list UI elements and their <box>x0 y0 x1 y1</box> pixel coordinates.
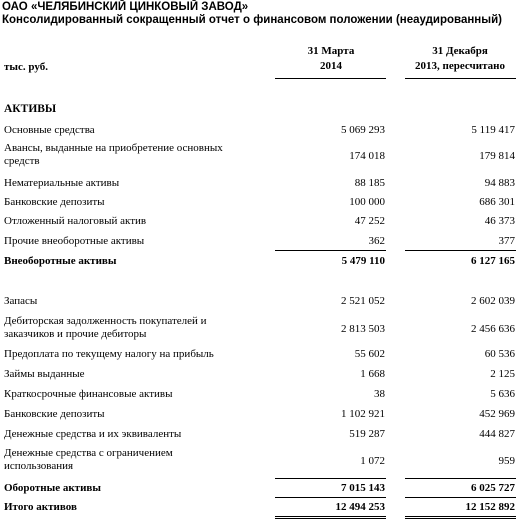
row-label: Дебиторская задолженность покупателей и заказчиков и прочие дебиторы <box>4 315 207 340</box>
row-value-dec-2013: 6 025 727 <box>471 482 515 494</box>
column-header-2-line1: 31 Декабря <box>432 45 488 57</box>
row-value-dec-2013: 46 373 <box>484 215 515 227</box>
row-value-dec-2013: 452 969 <box>479 408 515 420</box>
row-label: Предоплата по текущему налогу на прибыль <box>4 348 214 360</box>
row-label: Оборотные активы <box>4 482 101 494</box>
row-value-mar-2014: 1 102 921 <box>341 408 385 420</box>
row-value-mar-2014: 2 813 503 <box>341 323 385 335</box>
row-label: Денежные средства с ограничением использования <box>4 447 173 472</box>
row-value-mar-2014: 88 185 <box>354 177 385 189</box>
column-header-1 <box>271 44 391 74</box>
row-label: Краткосрочные финансовые активы <box>4 388 173 400</box>
row-value-dec-2013: 60 536 <box>484 348 515 360</box>
section-title-assets: АКТИВЫ <box>4 103 57 115</box>
row-value-mar-2014: 519 287 <box>349 428 385 440</box>
subtotal-rule-3 <box>275 478 386 479</box>
row-value-dec-2013: 686 301 <box>479 196 515 208</box>
total-double-rule-1a <box>275 516 386 517</box>
column-header-2-line2: 2013, пересчитано <box>415 60 505 72</box>
row-value-mar-2014: 5 479 110 <box>341 255 385 267</box>
total-double-rule-1b <box>275 518 386 519</box>
row-value-dec-2013: 2 602 039 <box>471 295 515 307</box>
row-value-dec-2013: 2 456 636 <box>471 323 515 335</box>
row-value-dec-2013: 179 814 <box>479 150 515 162</box>
total-rule-1 <box>275 497 386 498</box>
row-value-dec-2013: 94 883 <box>484 177 515 189</box>
row-value-mar-2014: 12 494 253 <box>335 501 385 513</box>
row-value-mar-2014: 174 018 <box>349 150 385 162</box>
row-label: Банковские депозиты <box>4 196 105 208</box>
row-label: Займы выданные <box>4 368 85 380</box>
total-rule-2 <box>405 497 516 498</box>
row-value-dec-2013: 12 152 892 <box>465 501 515 513</box>
header-rule-2 <box>405 78 516 79</box>
row-value-mar-2014: 362 <box>368 235 385 247</box>
column-header-1-line1: 31 Марта <box>307 45 355 57</box>
row-value-mar-2014: 2 521 052 <box>341 295 385 307</box>
row-value-mar-2014: 1 668 <box>360 368 385 380</box>
row-label: Основные средства <box>4 124 95 136</box>
row-label: Отложенный налоговый актив <box>4 215 147 227</box>
row-label: Денежные средства и их эквиваленты <box>4 428 182 440</box>
report-title: Консолидированный сокращенный отчет о финансовом положении (неаудированный) <box>2 14 502 26</box>
row-value-mar-2014: 100 000 <box>349 196 385 208</box>
header-rule-1 <box>275 78 386 79</box>
row-value-mar-2014: 55 602 <box>354 348 385 360</box>
row-label: Итого активов <box>4 501 77 513</box>
row-label: Внеоборотные активы <box>4 255 117 267</box>
row-value-dec-2013: 6 127 165 <box>471 255 515 267</box>
row-label: Авансы, выданные на приобретение основных средств <box>4 142 223 167</box>
row-label: Нематериальные активы <box>4 177 120 189</box>
row-value-dec-2013: 5 636 <box>490 388 515 400</box>
row-value-mar-2014: 38 <box>374 388 385 400</box>
column-header-2 <box>400 44 520 74</box>
row-value-dec-2013: 2 125 <box>490 368 515 380</box>
row-label: Прочие внеоборотные активы <box>4 235 145 247</box>
company-name: ОАО «ЧЕЛЯБИНСКИЙ ЦИНКОВЫЙ ЗАВОД» <box>2 1 249 13</box>
subtotal-rule-4 <box>405 478 516 479</box>
subtotal-rule-2 <box>405 250 516 251</box>
subtotal-rule-1 <box>275 250 386 251</box>
row-value-mar-2014: 1 072 <box>360 455 385 467</box>
row-label: Банковские депозиты <box>4 408 105 420</box>
row-value-mar-2014: 7 015 143 <box>341 482 385 494</box>
total-double-rule-2b <box>405 518 516 519</box>
row-value-dec-2013: 377 <box>498 235 515 247</box>
row-value-dec-2013: 959 <box>498 455 515 467</box>
row-value-dec-2013: 5 119 417 <box>471 124 515 136</box>
units-label: тыс. руб. <box>4 61 48 73</box>
row-value-dec-2013: 444 827 <box>479 428 515 440</box>
row-value-mar-2014: 47 252 <box>354 215 385 227</box>
column-header-1-line2: 2014 <box>320 60 342 72</box>
total-double-rule-2a <box>405 516 516 517</box>
row-label: Запасы <box>4 295 38 307</box>
row-value-mar-2014: 5 069 293 <box>341 124 385 136</box>
